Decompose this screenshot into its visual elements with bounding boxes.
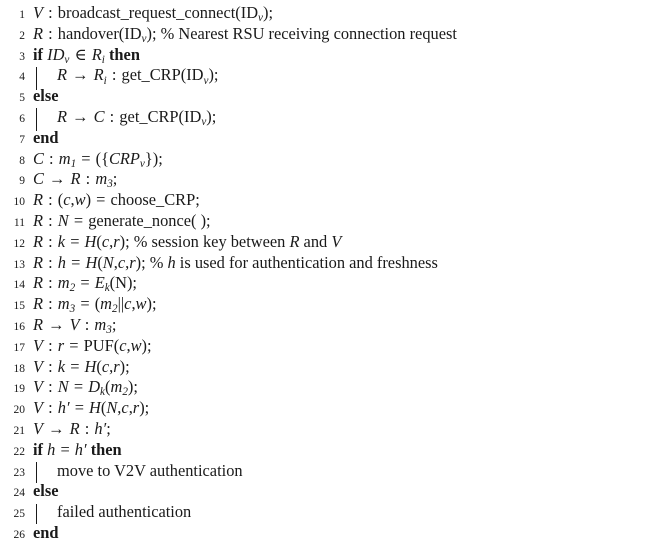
algorithm-line [0,273,647,294]
line-content [25,232,341,253]
code-text: R : $m_2 = E_k(N)$; [33,273,137,295]
line-number: 16 [13,320,25,333]
line-number: 5 [19,92,25,105]
algorithm-line [0,440,647,461]
line-content [25,481,58,502]
line-content [25,149,163,172]
code-text: end [33,127,59,147]
algorithm-line [0,315,647,336]
line-content [25,211,211,232]
algorithm-line [0,336,647,357]
algorithm-line [0,377,647,398]
indent-guide-bar [33,65,50,88]
code-text: else [33,86,59,106]
code-text: failed authentication [57,502,192,522]
algorithm-line [0,398,647,419]
code-text: end [33,522,59,542]
algorithm-line [0,461,647,482]
line-number: 6 [19,112,25,125]
algorithm-line [0,523,647,544]
line-number: 25 [13,508,25,521]
line-content [25,107,216,130]
indent-guide-bar [33,502,50,523]
line-number: 26 [13,528,25,541]
code-text: R → C : $get\_CRP(ID_v)$; [57,106,217,129]
code-text: V : h′ = H(N,c,r); [33,398,150,418]
line-number: 3 [19,50,25,63]
algorithm-line [0,86,647,107]
algorithm-line [0,502,647,523]
algorithm-line [0,190,647,211]
algorithm-line [0,211,647,232]
line-number: 11 [13,216,25,229]
line-content [25,294,157,317]
code-text: V : k = H(c,r); [33,356,130,376]
line-number: 15 [13,300,25,313]
line-number: 24 [13,487,25,500]
line-number: 14 [13,279,25,292]
algorithm-line [0,481,647,502]
line-content [25,273,137,296]
line-number: 18 [13,362,25,375]
code-text: C → R : $m_3$; [33,169,118,191]
line-content [25,65,218,88]
code-text: C : $m_1 = (\{CRP_v\})$; [33,148,163,170]
line-content [25,86,58,107]
line-content [25,461,243,482]
line-number: 1 [19,9,25,21]
line-number: 7 [19,133,25,146]
line-number: 12 [13,237,25,250]
indent-guide-bar [33,107,50,130]
algorithm-line [0,45,647,66]
line-content [25,377,138,400]
line-content [25,169,117,192]
algorithm-line [0,149,647,170]
code-text: R : k = H(c,r); % session key between R and V [33,231,342,251]
code-text: R : $m_3 = (m_2||c,w)$; [33,294,157,316]
indent-guide-bar [33,461,50,482]
code-text: R → V : $m_3$; [33,314,117,337]
code-text: V → R : h′; [33,418,111,438]
algorithm-line [0,128,647,149]
algorithm-line [0,294,647,315]
line-content [25,253,438,274]
code-text: if h = h′ then [33,439,122,459]
line-content [25,523,59,544]
line-content [25,440,122,461]
code-text: move to V2V authentication [57,460,243,480]
algorithm-line [0,232,647,253]
code-text: R : (c,w) = choose_CRP; [33,190,200,210]
code-text: else [33,481,59,501]
algorithm-line [0,253,647,274]
line-content [25,128,59,149]
line-number: 17 [13,341,25,354]
algorithm-line [0,3,647,24]
line-number: 21 [13,424,25,437]
line-content [25,502,191,523]
line-number: 9 [19,175,25,188]
line-content [25,357,130,378]
line-content [25,45,140,68]
algorithm-line [0,24,647,45]
line-content [25,336,152,357]
line-number: 23 [13,466,25,479]
line-number: 4 [19,71,25,84]
line-number: 8 [19,154,25,167]
code-text: R : h = H(N,c,r); % h is used for authentication and freshness [33,252,438,272]
code-text: R : N = generate_nonce( ); [33,210,211,230]
line-content [25,3,273,26]
algorithm-line [0,107,647,128]
algorithm-line [0,65,647,86]
code-text: if $ID_v$ ∈ $R_i$ then [33,44,140,66]
line-number: 13 [13,258,25,271]
line-number: 22 [13,445,25,458]
line-content [25,315,116,338]
code-text: V : $N = D_k(m_2)$; [33,377,138,399]
line-number: 10 [13,196,25,209]
line-content [25,24,457,47]
code-text: V : r = PUF(c,w); [33,335,152,355]
code-text: $R \to R_i$ : $get\_CRP(ID_v)$; [57,65,219,87]
line-content [25,398,149,419]
algorithm-line [0,419,647,440]
line-content [25,190,200,211]
line-number: 20 [13,404,25,417]
line-number: 19 [13,383,25,396]
code-text: R : $handover(ID_v)$; % Nearest RSU receiving connection request [33,23,457,45]
line-number: 2 [19,29,25,42]
code-text: V : $broadcast\_request\_connect(ID_v)$; [33,3,274,25]
algorithm-line [0,169,647,190]
line-content [25,419,111,440]
algorithm-line [0,357,647,378]
